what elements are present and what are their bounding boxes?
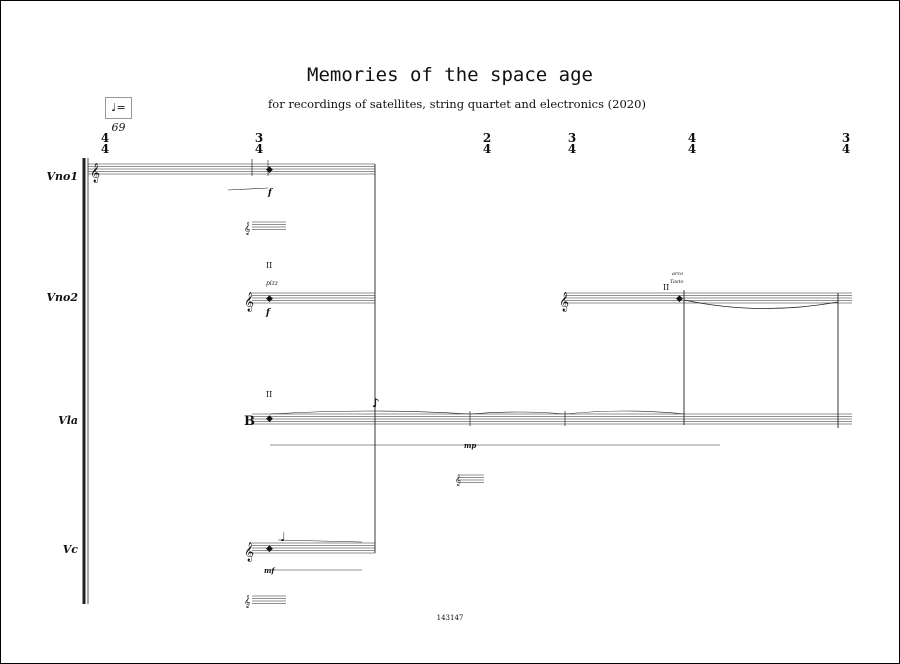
time-signature-bottom: 4 [841,142,851,156]
time-signature-top: 2 [482,131,492,145]
time-signature-bottom: 4 [687,142,697,156]
notehead-icon: ◆ [266,165,273,175]
dynamic-marking: f [266,308,270,318]
page-number: 143147 [436,614,464,622]
notehead-icon: ◆ [266,294,273,304]
aux-staff-vno1 [252,222,286,230]
treble-clef-icon: 𝄞 [90,163,101,183]
aux-staff-vla [458,475,484,483]
time-signature-bottom: 4 [567,142,577,156]
time-signature-bottom: 4 [100,142,110,156]
time-signature-top: 4 [687,131,697,145]
dynamic-marking: f [268,188,272,198]
instrument-label-vno2: Vno2 [46,291,78,304]
treble-clef-icon: 𝄞 [244,595,251,608]
treble-clef-icon: 𝄞 [244,222,251,235]
aux-staff-vc [252,596,286,604]
staff-vno1 [88,164,375,174]
instrument-label-vc: Vc [62,543,78,556]
staff-vla [252,414,852,424]
string-number-icon: II [266,261,273,270]
score-title: Memories of the space age [307,64,593,86]
string-number-icon: II [663,283,670,292]
time-signature-top: 3 [254,131,264,145]
technique-annotation: Tasto [670,279,684,285]
dynamic-marking: mp [464,441,477,450]
time-signature-bottom: 4 [254,142,264,156]
tempo-marking: ♩= 69 [105,97,132,119]
treble-clef-icon: 𝄞 [244,542,255,562]
notehead-icon: ◆ [676,294,683,304]
treble-clef-icon: 𝄞 [455,475,461,486]
time-signature-top: 3 [841,131,851,145]
instrument-label-vla: Vla [58,414,78,427]
note-icon: ♩ [280,530,286,544]
notehead-icon: ◆ [266,414,273,424]
notehead-icon: ◆ [266,544,273,554]
note-icon: ♪ [372,396,380,410]
alto-clef-icon: B [244,414,255,429]
time-signature-top: 3 [567,131,577,145]
string-number-icon: II [266,390,273,399]
time-signature-bottom: 4 [482,142,492,156]
staff-vno2 [252,293,852,303]
technique-annotation: pizz [266,280,279,287]
score-subtitle: for recordings of satellites, string quartet and electronics (2020) [268,97,646,111]
treble-clef-icon: 𝄞 [559,292,570,312]
dynamic-marking: mf [264,566,275,575]
time-signature-top: 4 [100,131,110,145]
treble-clef-icon: 𝄞 [244,292,255,312]
technique-annotation: arco [672,271,684,277]
instrument-label-vno1: Vno1 [46,170,78,183]
